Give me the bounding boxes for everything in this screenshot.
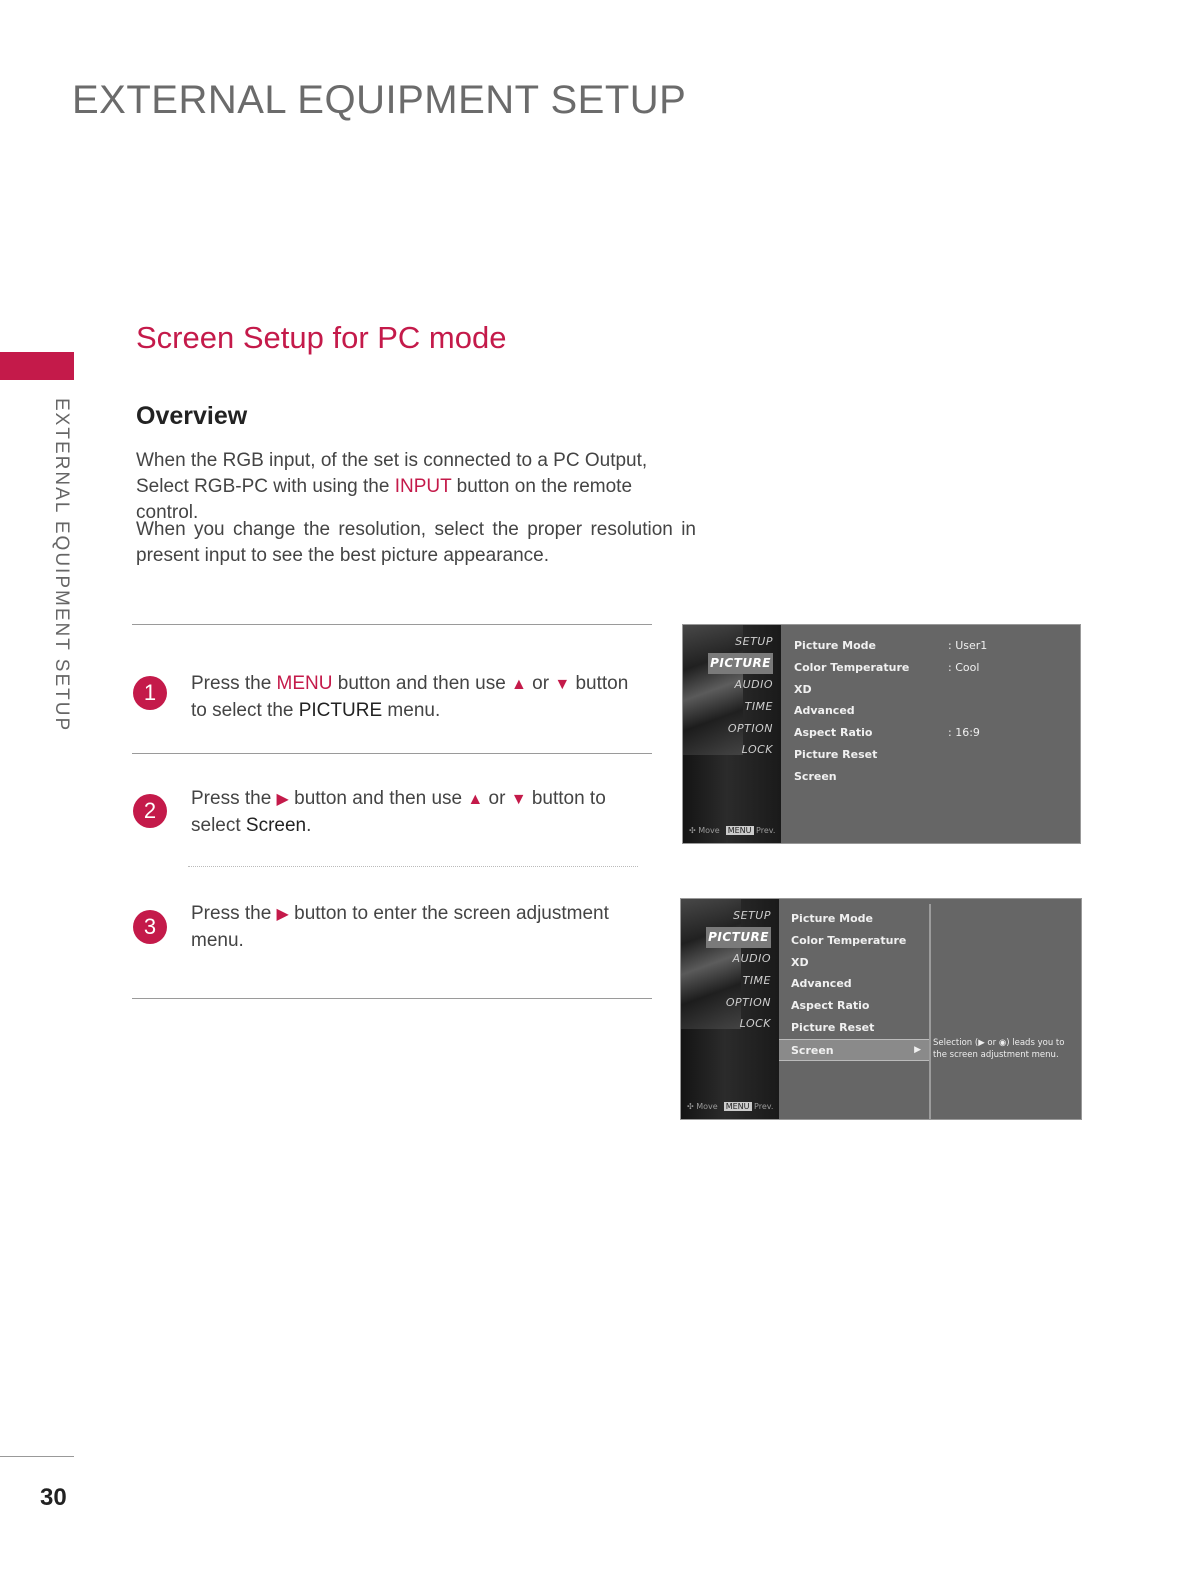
divider (132, 624, 652, 625)
step-text-part: Press the (191, 903, 277, 924)
osd-item-label: Advanced (794, 704, 855, 718)
step-text-part: Press the (191, 788, 277, 809)
osd-menu-key: MENU (727, 826, 752, 835)
osd-item-screen (794, 766, 994, 788)
osd-item-picture-reset: Picture Reset (791, 1020, 875, 1034)
step-text-part: button and then use (288, 788, 468, 809)
osd-item-xd (794, 679, 994, 701)
osd-side-item-option: OPTION (725, 995, 771, 1009)
step-text-part: . (306, 815, 312, 836)
step-1-text (191, 671, 641, 724)
osd-menu-key: MENU (725, 1102, 750, 1111)
osd-side-item-setup: SETUP (733, 909, 771, 922)
down-arrow-icon: ▼ (510, 791, 527, 808)
osd-side-item-audio: AUDIO (732, 952, 771, 966)
osd-item-picture-mode (794, 635, 994, 657)
osd-item-label: Aspect Ratio (794, 726, 873, 740)
osd-screen-selected-screenshot (680, 898, 1082, 1120)
osd-picture-menu-screenshot (682, 624, 1081, 844)
osd-footer: ✣ Move MENU Prev. (687, 1102, 774, 1111)
osd-picture-items (779, 908, 929, 1061)
step-2-number: 2 (133, 794, 167, 828)
step-3-text (191, 901, 641, 954)
osd-side-item-lock: LOCK (739, 1017, 771, 1031)
osd-footer: ✣ Move MENU Prev. (689, 826, 776, 835)
osd-item-advanced (794, 700, 994, 722)
osd-item-label: XD (794, 682, 812, 696)
osd-item-label: Color Temperature (794, 660, 910, 674)
osd-side-item-picture: PICTURE (708, 653, 773, 675)
osd-item-label: Screen (794, 769, 837, 783)
step-3-number: 3 (133, 910, 167, 944)
step-text-part: Press the (191, 673, 277, 694)
overview-paragraph-2: When you change the resolution, select the proper resolution in present input to see the best picture appearance. (136, 519, 696, 566)
osd-side-item-option: OPTION (727, 721, 773, 735)
step-text-part: button and then use (332, 673, 512, 694)
step-text-part: button to select (191, 788, 606, 836)
osd-side-menu (683, 625, 781, 843)
divider (132, 998, 652, 999)
step-text-part: button to select the (191, 673, 629, 721)
osd-side-item-time: TIME (744, 700, 773, 714)
osd-item-label: Picture Reset (794, 747, 878, 761)
osd-item-value: : User1 (948, 639, 988, 652)
up-arrow-icon: ▲ (511, 676, 527, 693)
osd-item-value: : 16:9 (948, 726, 980, 740)
step-1-number: 1 (133, 676, 167, 710)
header-title: EXTERNAL EQUIPMENT SETUP (72, 78, 687, 122)
osd-item-color-temperature (794, 657, 994, 679)
side-section-label: EXTERNAL EQUIPMENT SETUP (51, 398, 72, 733)
osd-prev-hint: Prev. (754, 1102, 774, 1111)
step-text-part: or (526, 673, 555, 694)
input-button-ref: INPUT (394, 476, 452, 497)
osd-item-xd: XD (791, 955, 809, 969)
osd-side-menu (681, 899, 779, 1119)
step-text-part: or (483, 788, 511, 809)
osd-item-color-temperature: Color Temperature (791, 933, 907, 947)
overview-heading: Overview (136, 402, 248, 430)
step-text-part: menu. (382, 700, 441, 721)
osd-side-item-setup: SETUP (735, 635, 773, 648)
page-number: 30 (40, 1484, 67, 1511)
osd-picture-items (794, 635, 994, 788)
right-arrow-icon: ▶ (276, 906, 289, 923)
right-arrow-icon: ▶ (914, 1044, 921, 1055)
osd-side-item-picture: PICTURE (706, 927, 771, 949)
osd-item-picture-mode: Picture Mode (791, 912, 873, 925)
p1-text-b: button on the remote control. (136, 476, 633, 523)
osd-side-item-lock: LOCK (741, 743, 773, 757)
p1-text-a: When the RGB input, of the set is connected to a PC Output, Select RGB-PC with using the (136, 450, 648, 497)
overview-paragraph-1 (136, 448, 696, 526)
step-2-text (191, 786, 641, 839)
step-text-part: button to enter the screen adjustment menu. (191, 903, 609, 951)
dotted-divider (188, 866, 638, 867)
osd-item-label: Picture Mode (794, 639, 876, 652)
osd-move-hint: Move (698, 826, 720, 835)
page-number-rule (0, 1456, 74, 1457)
osd-item-screen-selected (779, 1039, 929, 1061)
osd-help-text: Selection (▶ or ◉) leads you to the screen adjustment menu. (933, 1038, 1065, 1060)
screen-menu-ref: Screen (245, 815, 307, 836)
up-arrow-icon: ▲ (467, 791, 484, 808)
down-arrow-icon: ▼ (554, 676, 571, 693)
osd-item-aspect-ratio (794, 722, 994, 744)
picture-menu-ref: PICTURE (298, 700, 383, 721)
osd-item-advanced: Advanced (791, 977, 852, 991)
section-title: Screen Setup for PC mode (136, 320, 507, 355)
osd-item-picture-reset (794, 744, 994, 766)
osd-item-aspect-ratio: Aspect Ratio (791, 999, 870, 1013)
osd-item-value: : Cool (948, 660, 980, 674)
divider (132, 753, 652, 754)
osd-prev-hint: Prev. (756, 826, 776, 835)
osd-item-label: Screen (791, 1043, 834, 1057)
right-arrow-icon: ▶ (276, 791, 289, 808)
osd-panel-divider (929, 904, 931, 1119)
osd-move-hint: Move (696, 1102, 718, 1111)
menu-button-ref: MENU (276, 673, 333, 694)
osd-side-item-audio: AUDIO (734, 678, 773, 692)
side-tab-marker (0, 352, 74, 380)
osd-side-item-time: TIME (742, 974, 771, 988)
